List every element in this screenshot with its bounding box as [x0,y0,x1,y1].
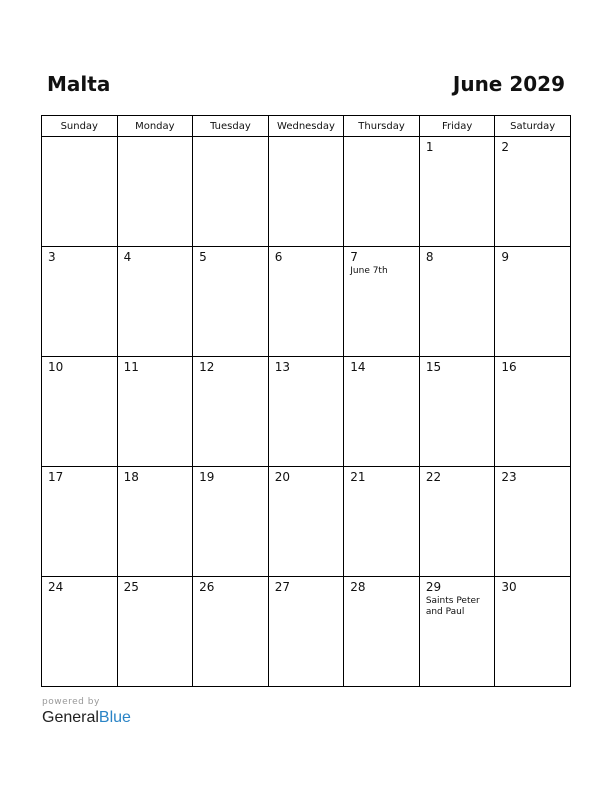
day-cell [268,467,344,577]
day-number: 30 [501,580,517,594]
day-cell-content [42,577,117,595]
day-number: 26 [199,580,215,594]
day-number: 19 [199,470,215,484]
day-cell [419,137,495,247]
day-cell [495,137,571,247]
day-cell [268,577,344,687]
day-cell [117,357,193,467]
day-cell-content [193,137,268,140]
calendar-body [42,137,571,687]
powered-by-text: powered by [42,697,100,707]
day-cell-content [118,247,193,265]
day-cell [42,467,118,577]
day-number: 13 [274,360,290,374]
day-cell-content [344,577,419,595]
day-number: 14 [350,360,366,374]
week-row [42,357,571,467]
day-cell [117,577,193,687]
day-cell-content [269,247,344,265]
day-number: 12 [199,360,215,374]
day-cell-content [344,467,419,485]
day-number: 24 [48,580,64,594]
day-cell [193,357,269,467]
weekday-header: Saturday [495,116,571,137]
day-number: 2 [501,140,510,154]
day-number: 4 [123,250,132,264]
day-cell [268,357,344,467]
week-row [42,467,571,577]
day-number: 7 [350,250,358,264]
day-cell [344,247,420,357]
day-number: 20 [274,470,290,484]
weekday-header: Tuesday [193,116,269,137]
day-cell-content [420,577,495,618]
day-cell-content [42,247,117,265]
day-number: 17 [48,470,64,484]
day-cell-content [193,247,268,265]
day-cell [495,357,571,467]
day-cell-content [118,137,193,140]
day-cell-content [269,577,344,595]
day-number: 21 [350,470,366,484]
day-cell [344,577,420,687]
day-cell [495,247,571,357]
day-number: 27 [274,580,290,594]
day-cell-content [42,137,117,140]
day-cell-content [42,467,117,485]
month-year-title: June 2029 [452,72,565,96]
day-number: 16 [501,360,517,374]
day-cell [268,247,344,357]
day-cell-content [193,357,268,375]
day-cell-content [495,467,570,485]
day-cell-content [118,357,193,375]
day-cell-content [269,467,344,485]
weekday-header: Friday [419,116,495,137]
day-cell-content [193,467,268,485]
day-cell [344,467,420,577]
day-cell [193,467,269,577]
day-cell [193,577,269,687]
day-cell-content [42,357,117,375]
day-number: 23 [501,470,517,484]
week-row [42,137,571,247]
day-number: 6 [274,250,283,264]
day-number: 22 [425,470,442,484]
day-cell [117,247,193,357]
day-cell [117,137,193,247]
day-cell-content [495,357,570,375]
brand-footer [42,697,131,728]
day-cell-content [420,137,495,155]
day-cell-content [495,247,570,265]
day-number: 5 [199,250,207,264]
holiday-label: Saints Peter and Paul [425,596,480,617]
brand-blue-text: Blue [98,709,131,726]
day-cell [419,247,495,357]
day-cell-content [118,577,193,595]
weekday-header: Sunday [42,116,118,137]
day-cell-content [420,357,495,375]
day-cell [495,467,571,577]
day-cell-content [420,467,495,485]
weekday-header: Thursday [344,116,420,137]
day-cell-content [269,137,344,140]
day-number: 15 [425,360,442,374]
week-row [42,247,571,357]
day-cell [344,357,420,467]
holiday-label: June 7th [350,266,388,276]
brand-general-text: General [42,709,99,726]
day-cell-content [344,137,419,140]
week-row [42,577,571,687]
day-cell [419,577,495,687]
day-number: 28 [350,580,366,594]
day-cell-content [495,577,570,595]
day-number: 18 [123,470,139,484]
day-cell-content [344,357,419,375]
day-cell [42,357,118,467]
day-cell [117,467,193,577]
day-cell [42,137,118,247]
day-cell [419,467,495,577]
day-number: 3 [48,250,56,264]
weekday-header: Wednesday [268,116,344,137]
day-number: 11 [123,360,139,374]
brand-logo [42,708,131,728]
day-cell [344,137,420,247]
day-cell-content [118,467,193,485]
day-number: 29 [425,580,442,594]
day-cell [268,137,344,247]
day-cell-content [193,577,268,595]
country-title: Malta [47,72,111,96]
day-number: 1 [425,140,434,154]
calendar-grid [41,115,571,687]
day-cell [193,137,269,247]
day-number: 10 [48,360,64,374]
day-cell [495,577,571,687]
day-number: 25 [123,580,139,594]
weekday-header-row [42,116,571,137]
day-number: 8 [425,250,434,264]
day-cell-content [495,137,570,155]
day-cell [42,577,118,687]
day-cell-content [420,247,495,265]
weekday-header: Monday [117,116,193,137]
day-number: 9 [501,250,510,264]
day-cell [193,247,269,357]
day-cell-content [344,247,419,277]
day-cell [419,357,495,467]
day-cell-content [269,357,344,375]
day-cell [42,247,118,357]
